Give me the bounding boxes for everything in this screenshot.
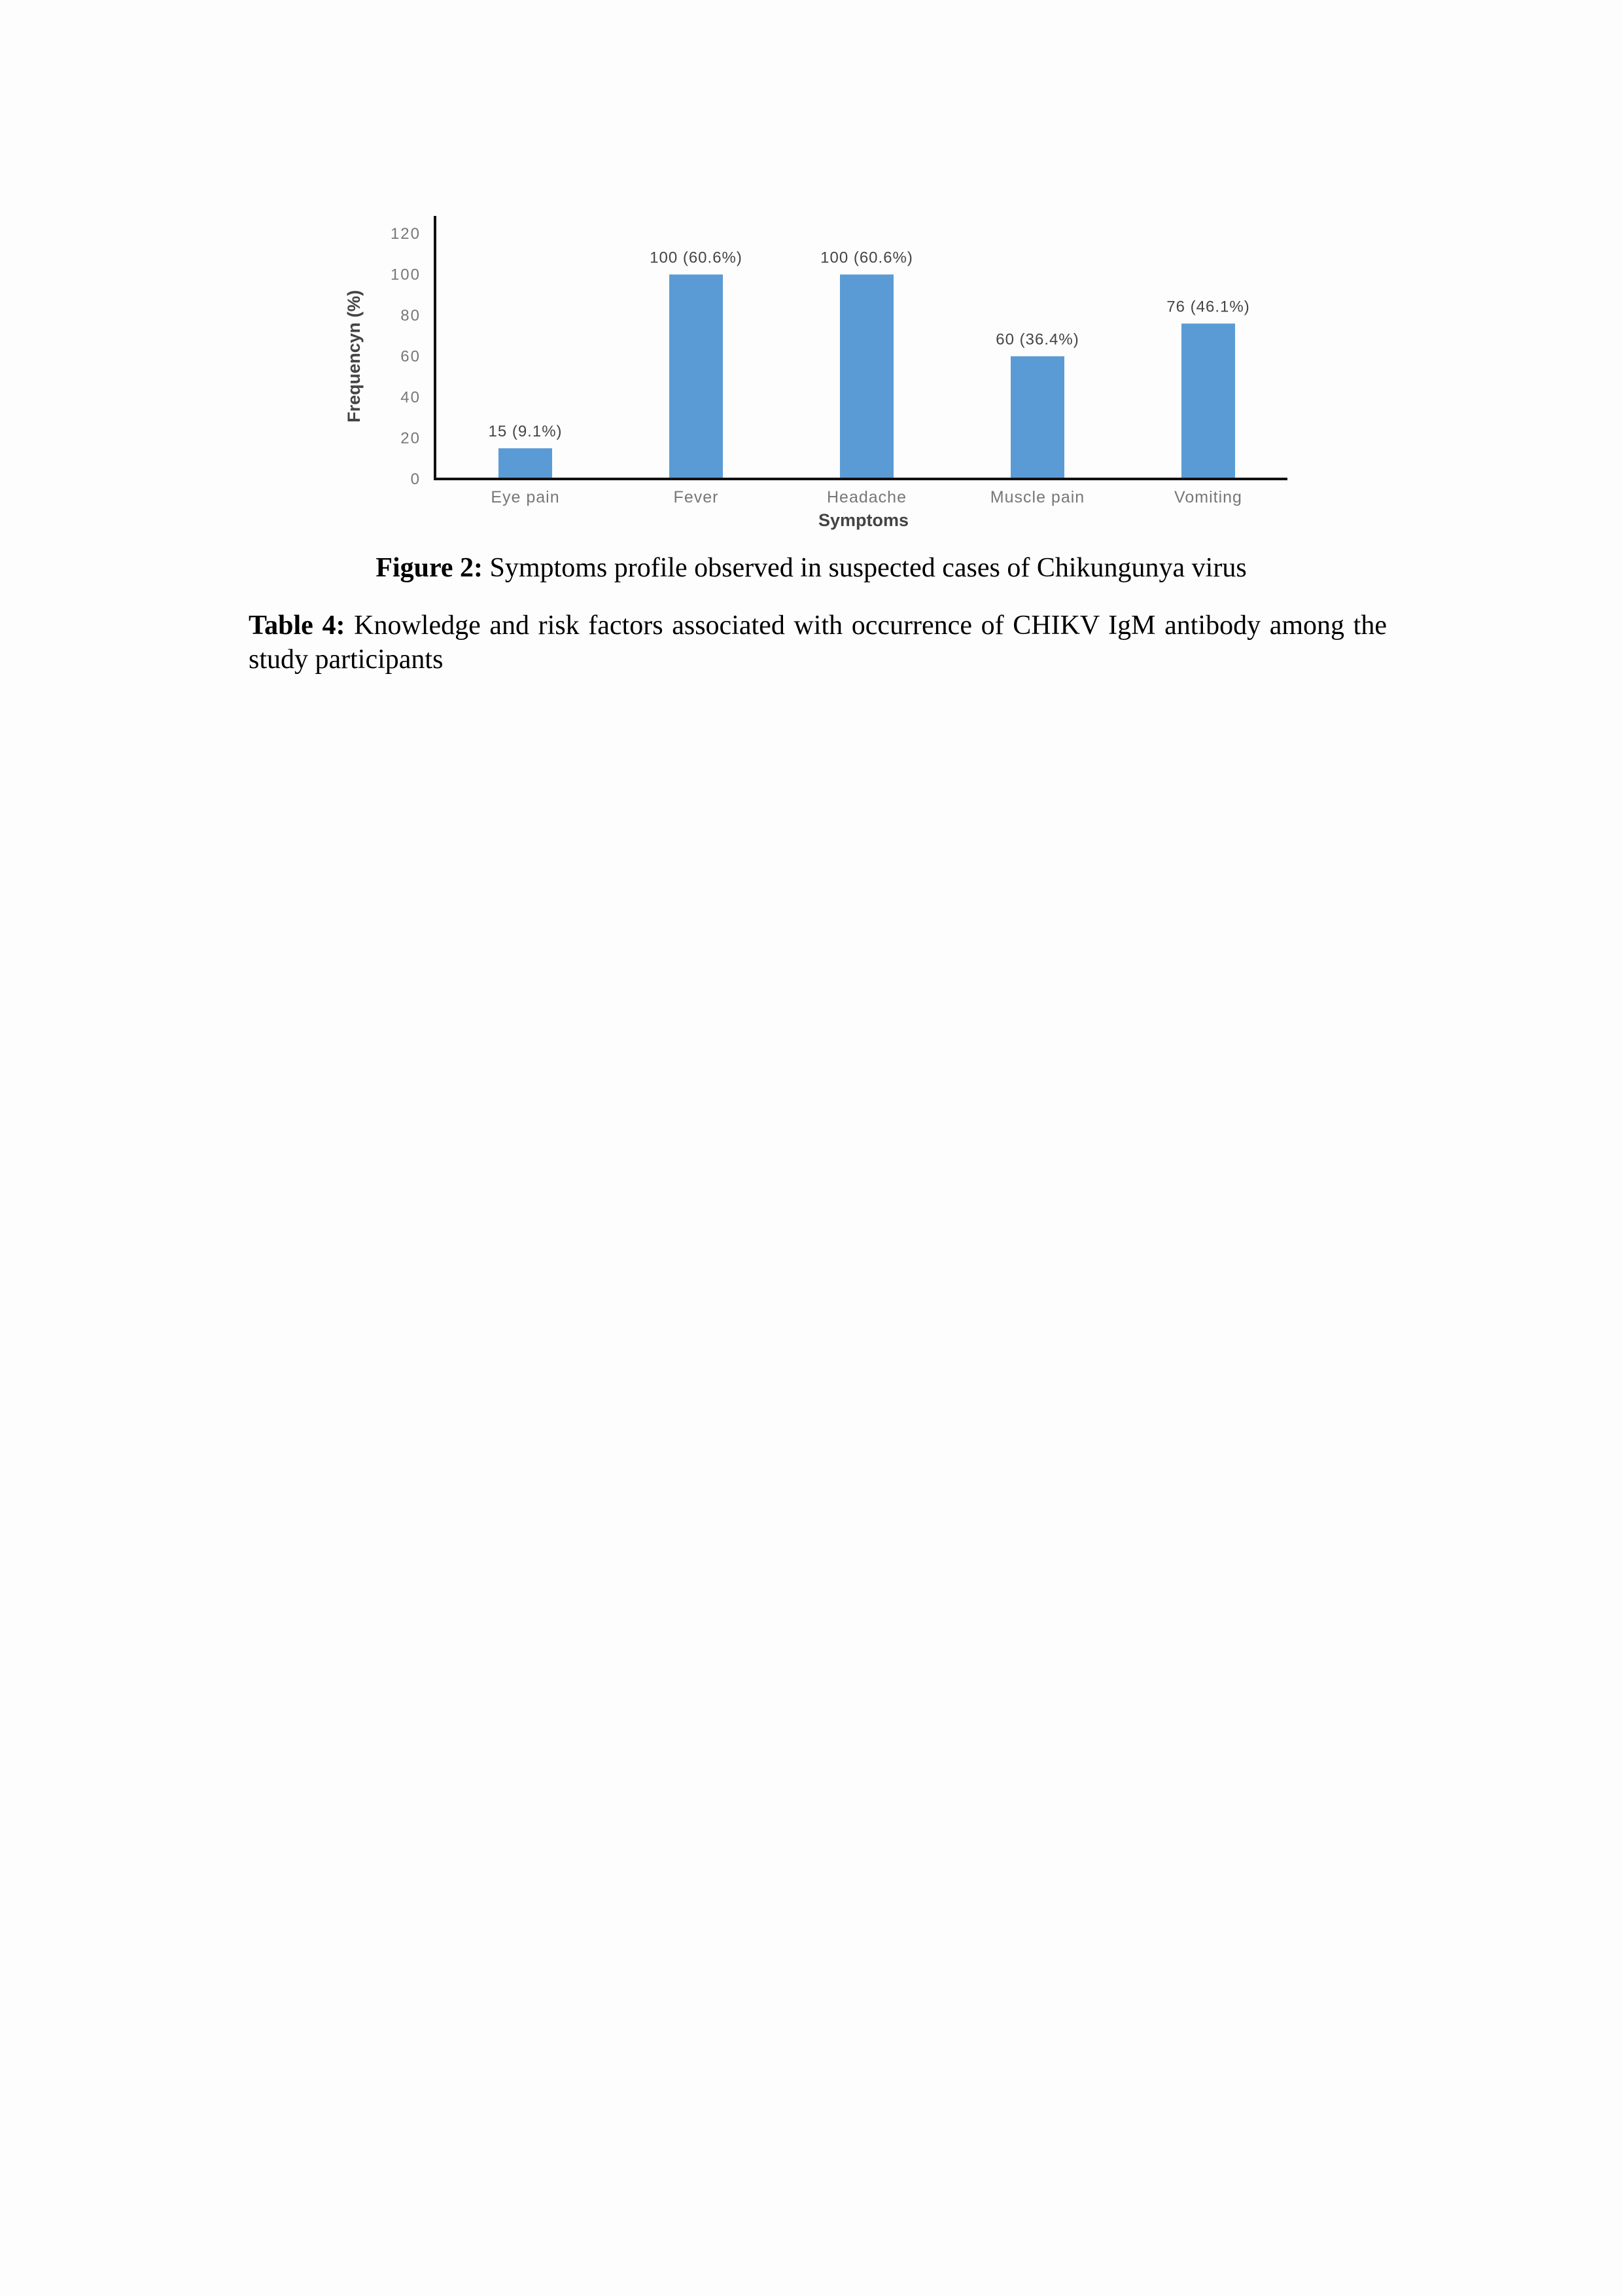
y-tick-label: 100 [390, 266, 421, 284]
y-tick-labels [391, 225, 421, 488]
bar-vomiting [1181, 324, 1235, 480]
chart-svg [327, 204, 1308, 531]
bar-headache [840, 275, 894, 480]
category-label: Headache [827, 488, 907, 506]
bar-muscle-pain [1011, 357, 1064, 480]
category-label: Muscle pain [990, 488, 1085, 506]
category-labels [491, 488, 1242, 506]
table-caption-text: Knowledge and risk factors associated with occurrence of CHIKV IgM antibody among the study participants [249, 610, 1387, 675]
category-label: Eye pain [491, 488, 560, 506]
category-label: Fever [673, 488, 719, 506]
y-tick-label: 40 [400, 389, 421, 406]
table-caption [249, 609, 1387, 677]
data-label: 100 (60.6%) [820, 249, 913, 267]
figure-caption-text: Symptoms profile observed in suspected cases of Chikungunya virus [483, 553, 1247, 583]
figure-caption [249, 551, 1374, 585]
table-caption-label: Table 4: [249, 610, 345, 641]
y-axis-title: Frequencyn (%) [344, 290, 364, 423]
symptoms-bar-chart [327, 204, 1308, 531]
category-label: Vomiting [1174, 488, 1242, 506]
data-label: 100 (60.6%) [650, 249, 742, 267]
bars [498, 275, 1235, 480]
y-tick-label: 0 [410, 470, 421, 488]
y-tick-label: 80 [400, 307, 421, 325]
data-label: 60 (36.4%) [996, 330, 1079, 349]
x-axis-title: Symptoms [818, 510, 909, 530]
y-tick-label: 60 [400, 347, 421, 366]
data-label: 15 (9.1%) [488, 423, 563, 441]
y-tick-label: 120 [390, 225, 421, 243]
data-label: 76 (46.1%) [1166, 298, 1250, 316]
figure-caption-label: Figure 2: [375, 553, 483, 583]
y-tick-label: 20 [400, 429, 421, 448]
bar-eye-pain [498, 448, 552, 479]
bar-fever [669, 275, 723, 480]
